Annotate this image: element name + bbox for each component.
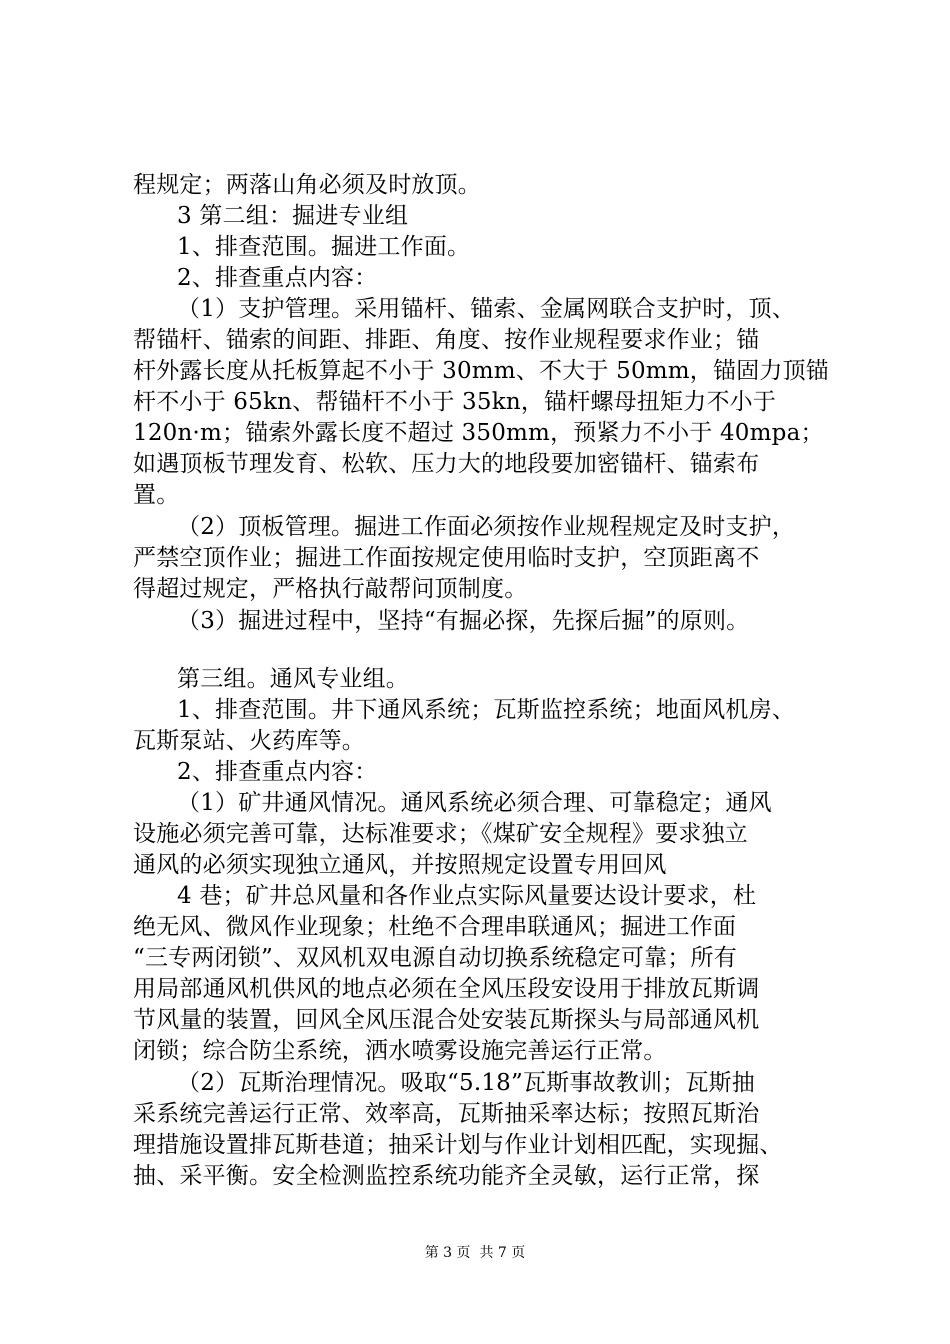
text-line: 设施必须完善可靠，达标准要求；《煤矿安全规程》要求独立	[133, 821, 748, 847]
text-line: 1、排查范围。掘进工作面。	[177, 234, 471, 260]
text-line: 通风的必须实现独立通风，并按照规定设置专用回风	[133, 852, 667, 878]
section-heading: 第三组。通风专业组。	[177, 666, 409, 692]
text-line: 杆外露长度从托板算起不小于 30mm、不大于 50mm，锚固力顶锚	[133, 358, 829, 384]
text-line: 闭锁；综合防尘系统，洒水喷雾设施完善运行正常。	[133, 1038, 667, 1064]
text-line: 杆不小于 65kn、帮锚杆不小于 35kn，锚杆螺母扭矩力不小于	[133, 389, 777, 415]
text-line: 理措施设置排瓦斯巷道；抽采计划与作业计划相匹配，实现掘、	[133, 1132, 783, 1158]
section-heading: 3 第二组：掘进专业组	[177, 203, 409, 229]
text-line: （3）掘进过程中，坚持“有掘必探，先探后掘”的原则。	[177, 608, 750, 634]
text-line: 用局部通风机供风的地点必须在全风压段安设用于排放瓦斯调	[133, 976, 760, 1002]
text-line: 2、排查重点内容：	[177, 265, 378, 291]
text-line: 严禁空顶作业；掘进工作面按规定使用临时支护，空顶距离不	[133, 545, 760, 571]
text-line: 抽、采平衡。安全检测监控系统功能齐全灵敏，运行正常，探	[133, 1163, 760, 1189]
text-line: （2）瓦斯治理情况。吸取“5.18”瓦斯事故教训；瓦斯抽	[177, 1070, 755, 1096]
page-number-footer: 第 3 页 共 7 页	[424, 1245, 526, 1261]
text-line: （1）支护管理。采用锚杆、锚索、金属网联合支护时，顶、	[177, 296, 796, 322]
text-line: 120n·m；锚索外露长度不超过 350mm，预紧力不小于 40mpa；	[133, 420, 824, 446]
text-line: “三专两闭锁”、双风机双电源自动切换系统稳定可靠；所有	[133, 945, 737, 971]
text-line: 2、排查重点内容：	[177, 759, 378, 785]
text-line: （1）矿井通风情况。通风系统必须合理、可靠稳定；通风	[177, 790, 772, 816]
text-line: 采系统完善运行正常、效率高，瓦斯抽采率达标；按照瓦斯治	[133, 1101, 760, 1127]
text-line: 得超过规定，严格执行敲帮问顶制度。	[133, 576, 528, 602]
text-line: 4 巷；矿井总风量和各作业点实际风量要达设计要求，杜	[177, 883, 757, 909]
text-line: 节风量的装置，回风全风压混合处安装瓦斯探头与局部通风机	[133, 1007, 760, 1033]
text-line: 绝无风、微风作业现象；杜绝不合理串联通风；掘进工作面	[133, 914, 737, 940]
text-line: 瓦斯泵站、火药库等。	[133, 728, 365, 754]
text-line: 程规定；两落山角必须及时放顶。	[133, 172, 481, 198]
text-line: 置。	[133, 482, 180, 508]
text-line: 帮锚杆、锚索的间距、排距、角度、按作业规程要求作业；锚	[133, 327, 760, 353]
text-line: （2）顶板管理。掘进工作面必须按作业规程规定及时支护，	[177, 514, 796, 540]
text-line: 如遇顶板节理发育、松软、压力大的地段要加密锚杆、锚索布	[133, 451, 760, 477]
text-line: 1、排查范围。井下通风系统；瓦斯监控系统；地面风机房、	[177, 697, 796, 723]
